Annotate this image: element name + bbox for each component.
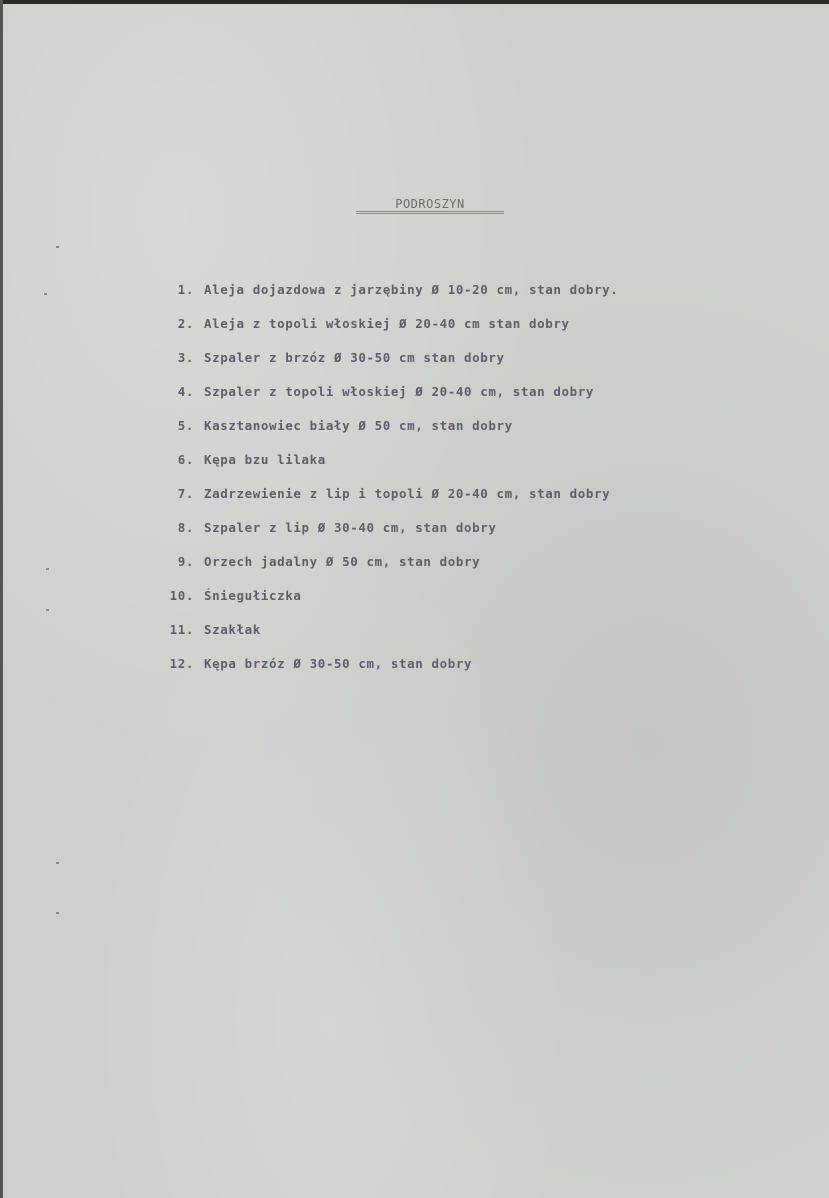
- list-item: [150, 588, 790, 622]
- scan-edge-top: [0, 0, 829, 4]
- paper-speck: [46, 609, 49, 611]
- item-number: 6.: [177, 452, 194, 467]
- item-text: Szakłak: [204, 622, 261, 637]
- item-text: Szpaler z topoli włoskiej Ø 20-40 cm, stan dobry: [204, 384, 595, 399]
- item-number: 12.: [169, 656, 194, 671]
- item-text: Kępa brzóz Ø 30-50 cm, stan dobry: [204, 656, 473, 671]
- document-heading: PODROSZYN: [395, 197, 465, 211]
- list-item: [150, 622, 790, 656]
- item-text: Aleja dojazdowa z jarzębiny Ø 10-20 cm, stan dobry.: [204, 282, 619, 297]
- paper-speck: [56, 862, 59, 864]
- item-text: Kasztanowiec biały Ø 50 cm, stan dobry: [204, 418, 513, 433]
- paper-speck: [46, 568, 49, 570]
- list-item: [150, 656, 790, 690]
- list-item: [150, 418, 790, 452]
- item-text: Zadrzewienie z lip i topoli Ø 20-40 cm, stan dobry: [204, 486, 611, 501]
- list-item: [150, 486, 790, 520]
- list-item: [150, 282, 790, 316]
- tree-inventory-list: [150, 282, 790, 690]
- item-number: 3.: [177, 350, 194, 365]
- item-number: 8.: [177, 520, 194, 535]
- item-text: Szpaler z lip Ø 30-40 cm, stan dobry: [204, 520, 497, 535]
- item-number: 9.: [177, 554, 194, 569]
- paper-speck: [44, 293, 47, 295]
- list-item: [150, 554, 790, 588]
- list-item: [150, 350, 790, 384]
- item-number: 7.: [177, 486, 194, 501]
- list-item: [150, 452, 790, 486]
- list-item: [150, 384, 790, 418]
- item-number: 1.: [177, 282, 194, 297]
- item-text: Orzech jadalny Ø 50 cm, stan dobry: [204, 554, 481, 569]
- item-text: Śniegułiczka: [204, 588, 302, 603]
- item-text: Kępa bzu lilaka: [204, 452, 326, 467]
- paper-speck: [56, 912, 59, 914]
- item-number: 2.: [177, 316, 194, 331]
- heading-underline: [356, 211, 504, 214]
- list-item: [150, 520, 790, 554]
- paper-speck: [56, 246, 59, 248]
- item-text: Szpaler z brzóz Ø 30-50 cm stan dobry: [204, 350, 505, 365]
- item-text: Aleja z topoli włoskiej Ø 20-40 cm stan dobry: [204, 316, 570, 331]
- item-number: 4.: [177, 384, 194, 399]
- item-number: 11.: [169, 622, 194, 637]
- item-number: 5.: [177, 418, 194, 433]
- list-item: [150, 316, 790, 350]
- scan-edge-left: [0, 0, 3, 1198]
- item-number: 10.: [169, 588, 194, 603]
